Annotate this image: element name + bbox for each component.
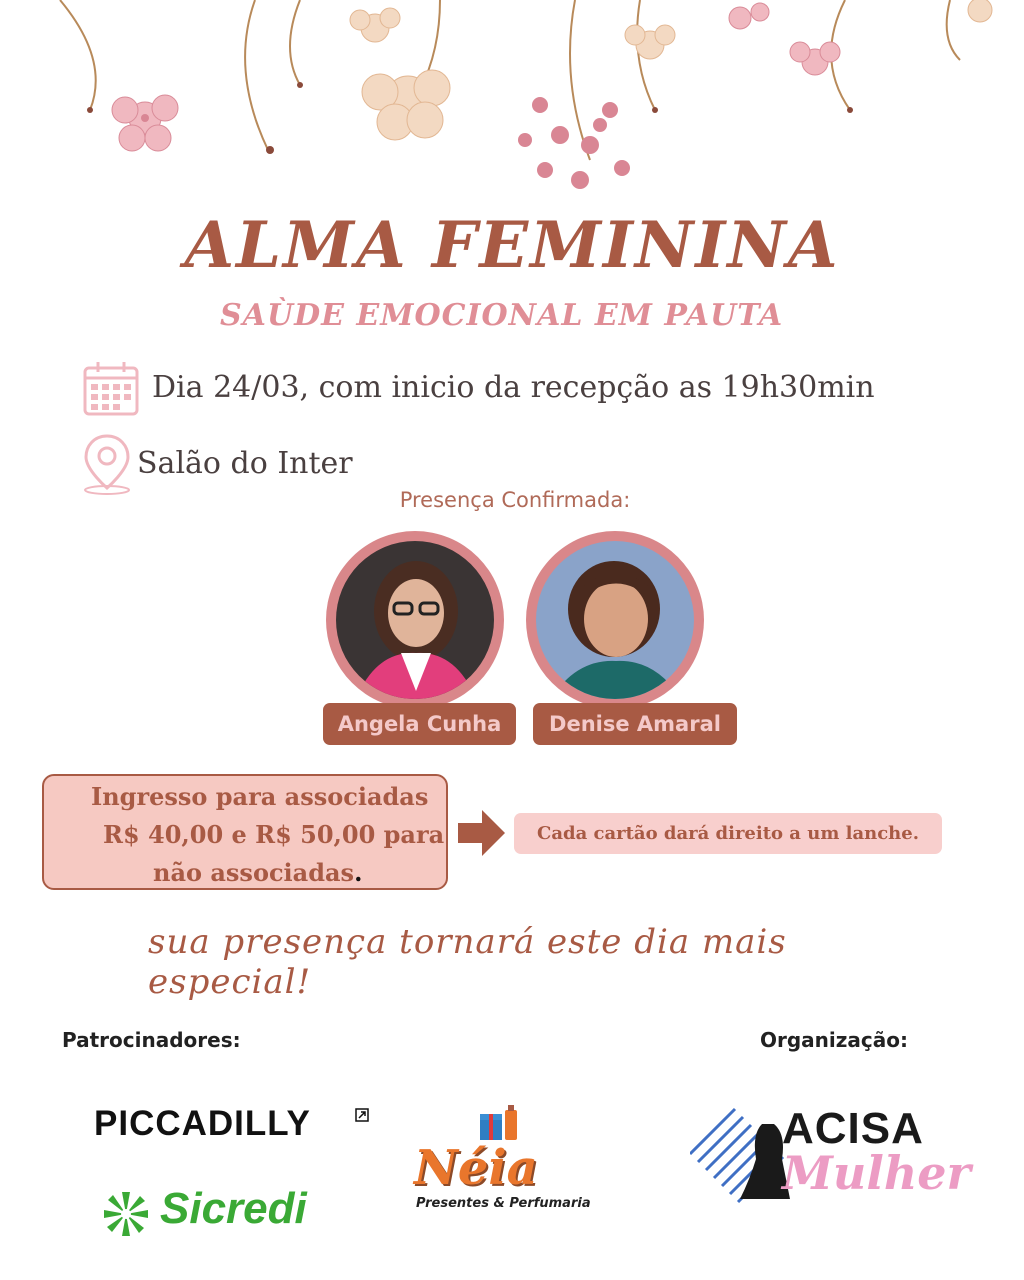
speaker-name-1: Angela Cunha xyxy=(323,703,516,745)
ticket-line-2: R$ 40,00 e R$ 50,00 para xyxy=(103,820,445,849)
sicredi-logo-icon xyxy=(100,1188,152,1240)
acisa-logo: ACISA xyxy=(782,1104,924,1153)
neia-logo-subtitle: Presentes & Perfumaria xyxy=(416,1196,591,1211)
map-pin-icon xyxy=(80,432,134,496)
speaker-avatar-2 xyxy=(526,531,704,709)
ticket-line-3: não associadas xyxy=(153,858,355,887)
confirmed-label: Presença Confirmada: xyxy=(399,488,631,512)
event-subtitle: SAÙDE EMOCIONAL EM PAUTA xyxy=(220,298,784,333)
neia-logo: Néia xyxy=(414,1140,538,1196)
arrow-right-icon xyxy=(458,808,506,858)
gift-icon xyxy=(478,1104,520,1142)
lunch-note: Cada cartão dará direito a um lanche. xyxy=(514,813,942,854)
ticket-line-3-period: . xyxy=(354,858,363,887)
calendar-icon xyxy=(82,360,140,418)
speaker-photo-2 xyxy=(536,541,694,699)
speaker-photo-1 xyxy=(336,541,494,699)
piccadilly-logo: PICCADILLY xyxy=(94,1104,311,1143)
event-date: Dia 24/03, com inicio da recepção as 19h30min xyxy=(152,370,875,405)
sponsors-label: Patrocinadores: xyxy=(62,1028,241,1052)
tagline: sua presença tornará este dia mais especial! xyxy=(148,922,787,1002)
acisa-mulher-logo: Mulher xyxy=(782,1146,971,1200)
floral-header-decoration xyxy=(0,0,1024,210)
piccadilly-mark-icon xyxy=(355,1108,369,1122)
organization-label: Organização: xyxy=(760,1028,908,1052)
speaker-name-2: Denise Amaral xyxy=(533,703,737,745)
ticket-line-1: Ingresso para associadas xyxy=(91,782,429,811)
ticket-info-box xyxy=(42,774,448,890)
event-title: ALMA FEMININA xyxy=(184,208,840,283)
speaker-avatar-1 xyxy=(326,531,504,709)
sicredi-logo: Sicredi xyxy=(160,1184,307,1233)
event-location: Salão do Inter xyxy=(137,446,353,481)
